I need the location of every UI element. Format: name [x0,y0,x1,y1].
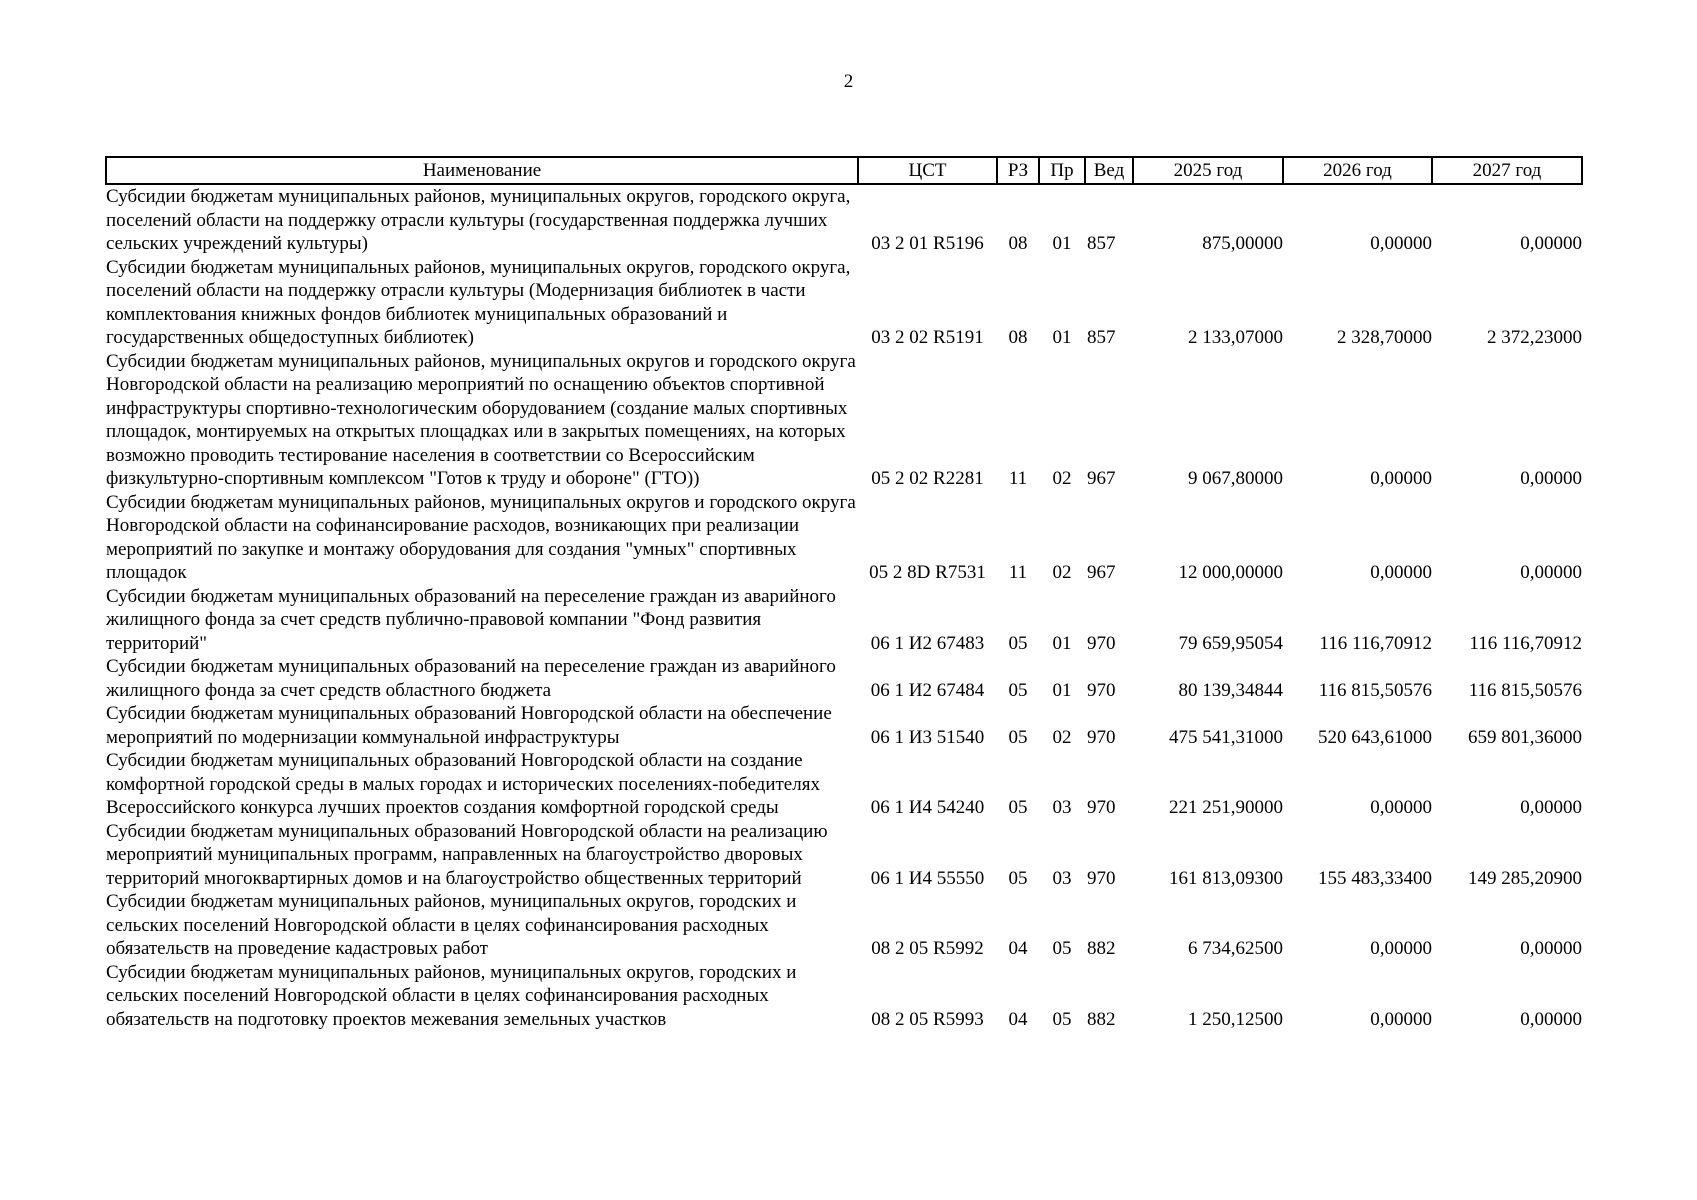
row-2025: 475 541,31000 [1169,726,1283,748]
row-ved: 967 [1087,468,1116,489]
table-row [106,702,1582,749]
row-2026: 0,00000 [1370,938,1432,959]
row-pr: 01 [1052,327,1072,348]
row-pr: 05 [1052,1008,1072,1030]
row-2027: 0,00000 [1520,562,1582,583]
row-ved: 970 [1087,726,1116,748]
row-rz: 05 [1008,632,1028,654]
row-2026: 0,00000 [1370,468,1432,489]
row-rz: 11 [1008,562,1028,583]
row-name: Субсидии бюджетам муниципальных образований Новгородской области на реализацию мероприятий муниципальных программ, направленных на благоустройство дворовых территорий многоквартирных домов и на благоустройство общественных территорий [106,820,828,889]
table-row [106,256,1582,350]
table-row [106,961,1582,1032]
row-2027: 149 285,20900 [1468,867,1582,889]
row-2025: 79 659,95054 [1178,632,1283,654]
row-rz: 05 [1008,867,1028,889]
header-name: Наименование [106,157,858,184]
row-2026: 0,00000 [1370,797,1432,818]
row-name: Субсидии бюджетам муниципальных районов, муниципальных округов, городских и сельских поселений Новгородской области в целях софинансирования расходных обязательств на подготовку проектов межевания земельных участков [106,961,797,1030]
row-name: Субсидии бюджетам муниципальных районов, муниципальных округов и городского округа Новгородской области на софинансирование расходов, возникающих при реализации мероприятий по закупке и монтажу оборудования для создания "умных" спортивных площадок [106,491,856,583]
row-2027: 2 372,23000 [1487,327,1582,348]
row-2027: 659 801,36000 [1468,726,1582,748]
row-2026: 0,00000 [1370,1008,1432,1030]
row-2027: 116 116,70912 [1469,632,1582,654]
table-row [106,820,1582,891]
row-2027: 116 815,50576 [1468,679,1582,701]
row-cst: 08 2 05 R5992 [871,938,984,959]
row-2027: 0,00000 [1520,938,1582,959]
row-2025: 80 139,34844 [1178,679,1283,701]
header-ved: Вед [1085,157,1133,184]
row-2026: 116 815,50576 [1318,679,1432,701]
row-cst: 06 1 И4 54240 [870,797,985,818]
row-2025: 6 734,62500 [1188,938,1283,959]
row-2025: 2 133,07000 [1188,327,1283,348]
row-rz: 05 [1008,679,1028,701]
row-pr: 03 [1052,797,1072,818]
row-2027: 0,00000 [1520,797,1582,818]
table-row [106,350,1582,491]
row-ved: 857 [1087,233,1116,254]
row-2025: 875,00000 [1202,233,1283,254]
row-name: Субсидии бюджетам муниципальных районов, муниципальных округов и городского округа Новгородской области на реализацию мероприятий по оснащению объектов спортивной инфраструктуры спортивно-технологическим оборудованием (создание малых спортивных площадок, монтируемых на открытых площадках или в закрытых помещениях, на которых возможно проводить тестирование населения в соответствии со Всероссийским физкультурно-спортивным комплексом "Готов к труду и обороне" (ГТО)) [106,350,856,489]
row-2026: 116 116,70912 [1319,632,1432,654]
row-cst: 05 2 8D R7531 [869,562,986,583]
row-ved: 882 [1087,938,1116,959]
row-2027: 0,00000 [1520,233,1582,254]
row-ved: 857 [1087,327,1116,348]
row-name: Субсидии бюджетам муниципальных образований Новгородской области на создание комфортной городской среды в малых городах и исторических поселениях-победителях Всероссийского конкурса лучших проектов создания комфортной городской среды [106,750,820,818]
row-cst: 08 2 05 R5993 [871,1008,984,1030]
row-cst: 03 2 02 R5191 [871,327,984,348]
row-ved: 882 [1087,1008,1116,1030]
row-rz: 05 [1008,797,1028,818]
row-pr: 01 [1052,233,1072,254]
page-number: 2 [843,71,854,92]
row-cst: 06 1 И3 51540 [870,726,985,748]
row-ved: 967 [1087,562,1116,583]
table-row [106,491,1582,585]
header-pr: Пр [1039,157,1085,184]
row-rz: 08 [1008,233,1028,254]
row-ved: 970 [1087,679,1116,701]
row-rz: 05 [1008,726,1028,748]
row-cst: 05 2 02 R2281 [871,468,984,489]
row-2027: 0,00000 [1520,1008,1582,1030]
row-name: Субсидии бюджетам муниципальных районов, муниципальных округов, городского округа, поселений области на поддержку отрасли культуры (государственная поддержка лучших сельских учреждений культуры) [106,186,851,254]
header-cst: ЦСТ [858,157,997,184]
table-row [106,585,1582,656]
row-rz: 04 [1008,938,1028,959]
row-2025: 12 000,00000 [1178,562,1283,583]
row-cst: 06 1 И4 55550 [870,867,985,889]
row-2025: 9 067,80000 [1188,468,1283,489]
row-2025: 221 251,90000 [1169,797,1283,818]
row-ved: 970 [1087,867,1116,889]
header-2027: 2027 год [1432,157,1582,184]
row-2025: 161 813,09300 [1169,867,1283,889]
row-name: Субсидии бюджетам муниципальных образований на переселение граждан из аварийного жилищного фонда за счет средств областного бюджета [106,656,836,701]
table-header-row [106,157,1582,184]
header-2026: 2026 год [1283,157,1432,184]
row-pr: 01 [1052,632,1072,654]
row-name: Субсидии бюджетам муниципальных образований на переселение граждан из аварийного жилищного фонда за счет средств публично-правовой компании "Фонд развития территорий" [106,585,836,654]
table-row [106,184,1582,256]
row-cst: 06 1 И2 67483 [870,632,985,654]
row-cst: 06 1 И2 67484 [870,679,985,701]
row-2025: 1 250,12500 [1188,1008,1283,1030]
row-pr: 02 [1052,562,1072,583]
row-ved: 970 [1087,632,1116,654]
row-ved: 970 [1087,797,1116,818]
row-2027: 0,00000 [1520,468,1582,489]
row-2026: 520 643,61000 [1318,726,1432,748]
row-cst: 03 2 01 R5196 [871,233,984,254]
table-row [106,749,1582,820]
row-rz: 08 [1008,327,1028,348]
row-pr: 05 [1052,938,1072,959]
row-pr: 03 [1052,867,1072,889]
row-name: Субсидии бюджетам муниципальных районов, муниципальных округов, городских и сельских поселений Новгородской области в целях софинансирования расходных обязательств на проведение кадастровых работ [106,891,797,959]
row-name: Субсидии бюджетам муниципальных районов, муниципальных округов, городского округа, поселений области на поддержку отрасли культуры (Модернизация библиотек в части комплектования книжных фондов библиотек муниципальных образований и государственных общедоступных библиотек) [106,256,851,348]
row-rz: 04 [1008,1008,1028,1030]
row-pr: 02 [1052,468,1072,489]
row-2026: 0,00000 [1370,562,1432,583]
row-2026: 0,00000 [1370,233,1432,254]
row-2026: 2 328,70000 [1337,327,1432,348]
row-pr: 01 [1052,679,1072,701]
row-name: Субсидии бюджетам муниципальных образований Новгородской области на обеспечение мероприятий по модернизации коммунальной инфраструктуры [106,703,832,748]
table-row [106,890,1582,961]
row-pr: 02 [1052,726,1072,748]
row-2026: 155 483,33400 [1318,867,1432,889]
row-rz: 11 [1008,468,1028,489]
budget-table [105,156,1583,1031]
header-2025: 2025 год [1133,157,1283,184]
table-row [106,655,1582,702]
header-rz: РЗ [997,157,1039,184]
